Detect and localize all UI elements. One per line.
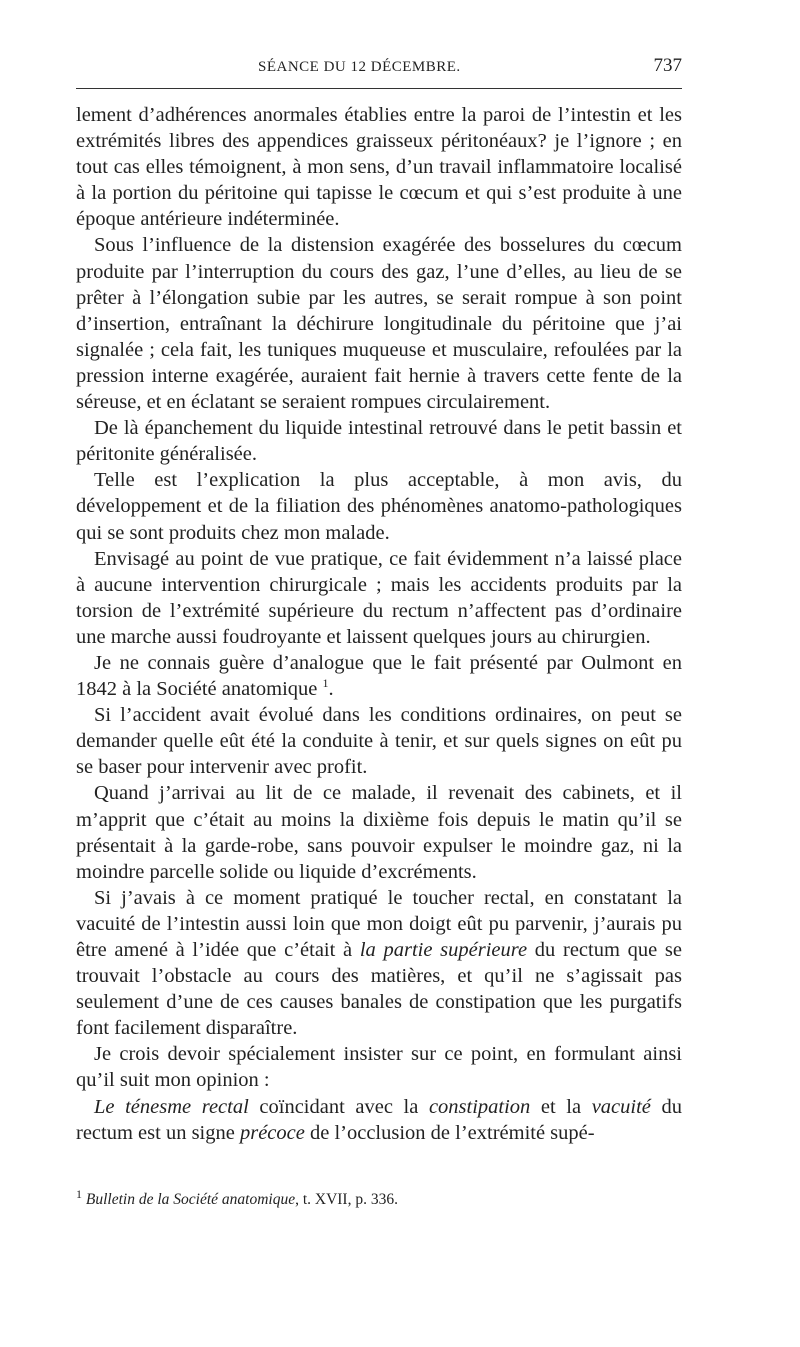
paragraph <box>76 885 682 1042</box>
header-rule <box>76 88 682 89</box>
paragraph-text: coïncidant avec la <box>248 1095 429 1118</box>
paragraph-text: Si l’accident avait évolué dans les conditions ordinaires, on peut se demander quelle eût été la conduite à tenir, et sur quels signes on eût pu se baser pour intervenir avec profit. <box>76 704 682 779</box>
paragraph <box>76 415 682 467</box>
paragraph-text: De là épanchement du liquide intestinal retrouvé dans le petit bassin et péritonite généralisée. <box>76 417 682 466</box>
footnote <box>76 1186 682 1210</box>
paragraph <box>76 780 682 884</box>
paragraph-text: Je crois devoir spécialement insister sur ce point, en formulant ainsi qu’il suit mon opinion : <box>76 1043 682 1092</box>
emphasized-text: vacuité <box>591 1095 651 1118</box>
paragraph <box>76 467 682 545</box>
paragraph <box>76 232 682 415</box>
emphasized-text: Le ténesme rectal <box>94 1095 249 1118</box>
paragraph-text: de l’occlusion de l’extrémité supé- <box>304 1121 595 1144</box>
footnote-marker: 1 <box>76 1186 82 1201</box>
paragraph <box>76 1094 682 1146</box>
paragraph-text: . <box>328 678 334 701</box>
paragraph-text: du rectum est un signe <box>76 1095 683 1144</box>
paragraph-text: du rectum que se trouvait l’obstacle au cours des matières, et qu’il ne s’agissait pas seulement d’une de ces causes banales de constipation que les purgatifs font facilement disparaître. <box>76 939 683 1040</box>
footnote-reference: , t. XVII, p. 336. <box>295 1191 398 1208</box>
footnote-reference-marker: 1 <box>322 676 329 691</box>
emphasized-text: la partie supérieure <box>359 939 528 961</box>
emphasized-text: précoce <box>239 1121 305 1144</box>
paragraph-text: Envisagé au point de vue pratique, ce fait évidemment n’a laissé place à aucune intervention chirurgicale ; mais les accidents produits par la torsion de l’extrémité supérieure du rectum n’affectent pas d’ordinaire une marche aussi foudroyante et laissent quelques jours au chirurgien. <box>76 547 682 648</box>
page-number: 737 <box>653 55 682 76</box>
paragraph <box>76 702 682 780</box>
body-text <box>76 102 682 1146</box>
running-title: SÉANCE DU 12 DÉCEMBRE. <box>258 59 461 75</box>
paragraph-text: Sous l’influence de la distension exagérée des bosselures du cœcum produite par l’interruption du cours des gaz, l’une d’elles, au lieu de se prêter à l’élongation subie par les autres, se serait rompue à son point d’insertion, entraînant la déchirure longitudinale du péritoine que j’ai signalée ; cela fait, les tuniques muqueuse et musculaire, refoulées par la pression interne exagérée, auraient fait hernie à travers cette fente de la séreuse, et en éclatant se seraient rompues circulairement. <box>76 234 682 414</box>
paragraph-text: lement d’adhérences anormales établies entre la paroi de l’intestin et les extrémités libres des appendices graisseux péritonéaux? je l’ignore ; en tout cas elles témoignent, à mon sens, d’un travail inflammatoire localisé à la portion du péritoine qui tapisse le cœcum et qui s’est produite à une époque antérieure indéterminée. <box>76 104 682 231</box>
paragraph-text: Si j’avais à ce moment pratiqué le toucher rectal, en constatant la vacuité de l’intestin aussi loin que mon doigt eût pu parvenir, j’aurais pu être amené à l’idée que c’était à <box>76 886 682 961</box>
paragraph <box>76 1041 682 1093</box>
paragraph <box>76 650 682 702</box>
paragraph <box>76 102 682 232</box>
paragraph-text: et la <box>530 1095 592 1118</box>
paragraph-text: Telle est l’explication la plus acceptable, à mon avis, du développement et de la filiation des phénomènes anatomo-pathologiques qui se sont produits chez mon malade. <box>76 469 682 544</box>
running-head <box>76 55 682 81</box>
paragraph-text: Je ne connais guère d’analogue que le fait présenté par Oulmont en 1842 à la Société anatomique <box>76 651 682 701</box>
paragraph-text: Quand j’arrivai au lit de ce malade, il revenait des cabinets, et il m’apprit que c’était au moins la dixième fois depuis le matin qu’il se présentait à la garde-robe, sans pouvoir expulser le moindre gaz, ni la moindre parcelle solide ou liquide d’excréments. <box>76 782 682 883</box>
emphasized-text: constipation <box>428 1095 531 1118</box>
footnote-source-title: Bulletin de la Société anatomique <box>85 1191 296 1208</box>
paragraph <box>76 546 682 650</box>
book-page <box>76 0 682 1347</box>
